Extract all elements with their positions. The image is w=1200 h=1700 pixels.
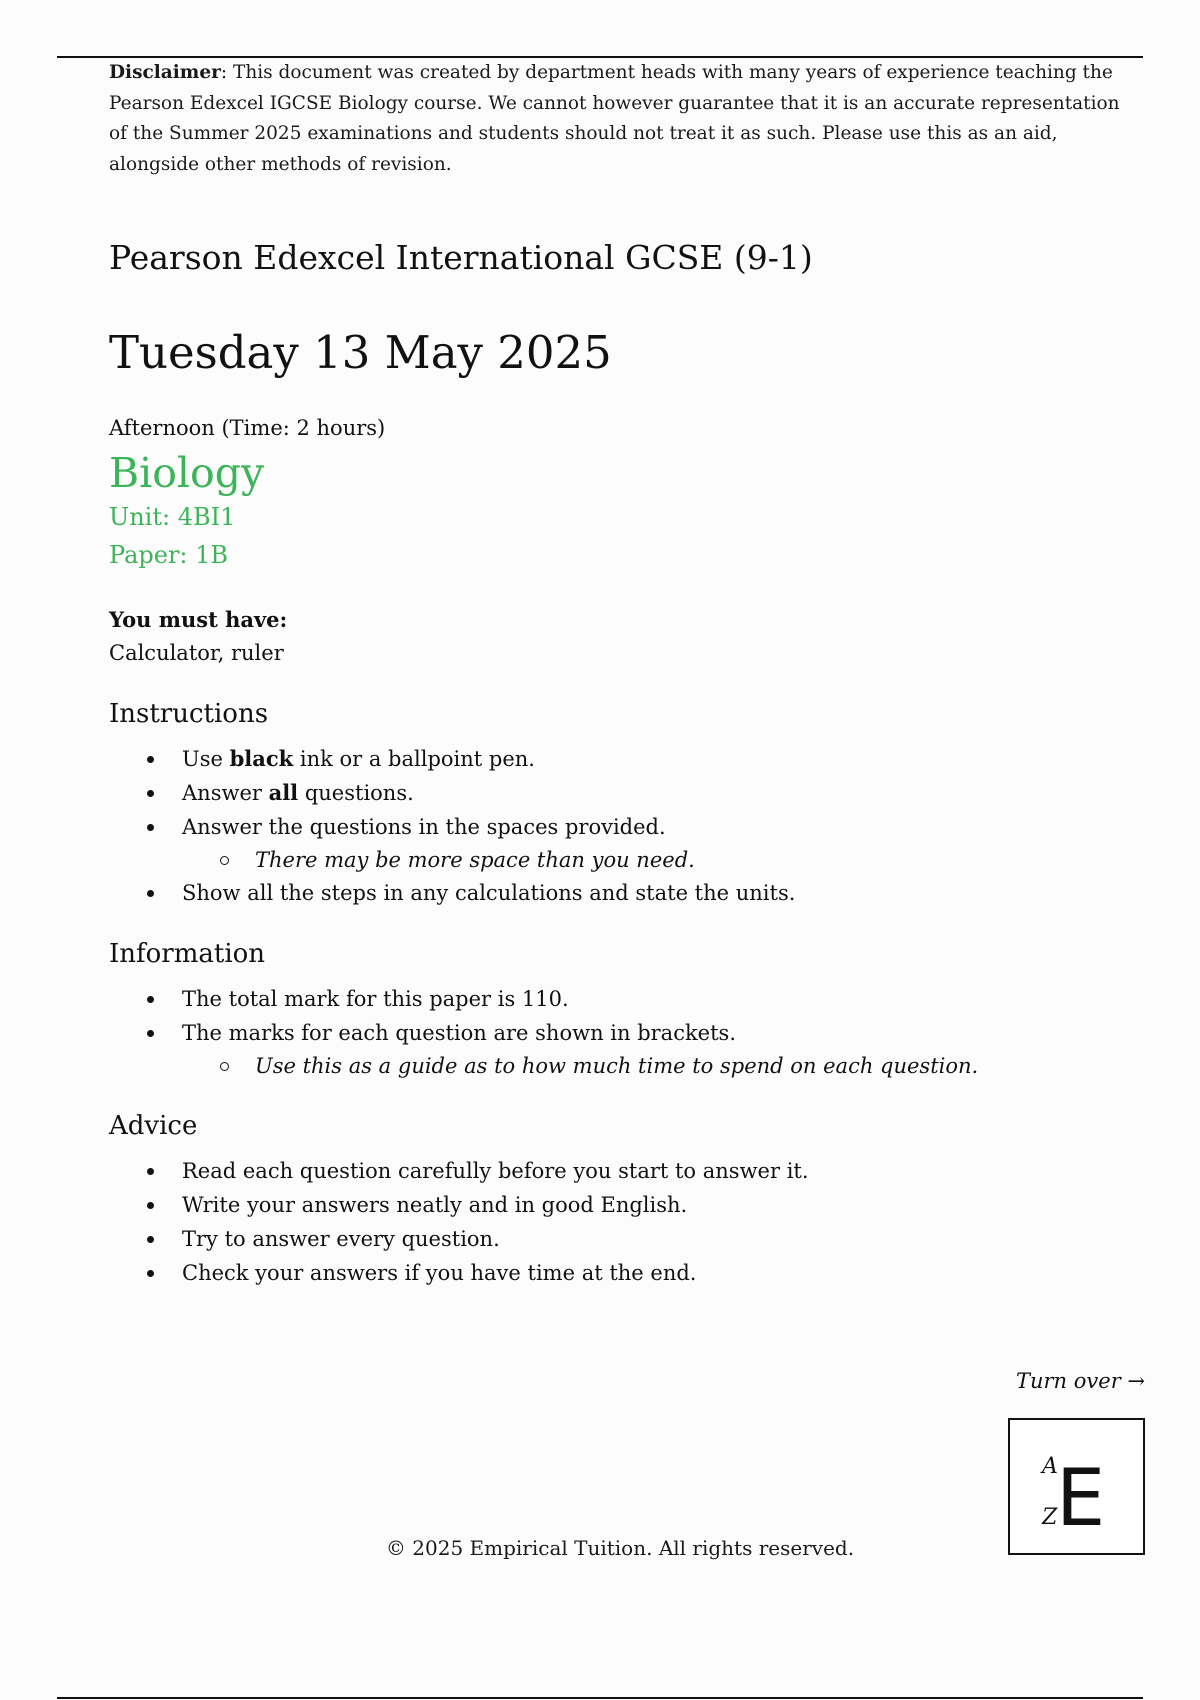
copyright-notice: © 2025 Empirical Tuition. All rights reserved. — [385, 1536, 855, 1560]
information-heading: Information — [109, 939, 266, 969]
requirements-title: You must have: — [109, 607, 288, 632]
subject-title: Biology — [109, 449, 265, 497]
svg-text:E: E — [1056, 1454, 1106, 1544]
disclaimer-label: Disclaimer — [109, 62, 221, 83]
list-item: Show all the steps in any calculations and state the units. — [109, 876, 1125, 910]
disclaimer-text: : This document was created by department heads with many years of experience teaching the Pearson Edexcel IGCSE Biology course. We cannot however guarantee that it is an accurate representation of the Summer 2025 examinations and students should not treat it as such. Please use this as an aid, alongside other methods of revision. — [109, 62, 1120, 175]
emphasis-text: all — [268, 780, 299, 805]
bottom-rule — [57, 1697, 1143, 1699]
exam-date: Tuesday 13 May 2025 — [109, 326, 612, 379]
exam-board-title: Pearson Edexcel International GCSE (9-1) — [109, 238, 813, 277]
instructions-list — [109, 742, 1125, 910]
list-item: The total mark for this paper is 110. — [109, 982, 1125, 1016]
svg-text:Z: Z — [1042, 1505, 1058, 1530]
list-item — [109, 742, 1125, 776]
list-item: The marks for each question are shown in brackets. — [109, 1016, 1125, 1050]
unit-code: Unit: 4BI1 — [109, 503, 236, 531]
list-item-text: Use — [182, 747, 230, 771]
information-list — [109, 982, 1125, 1082]
exam-session: Afternoon (Time: 2 hours) — [109, 416, 386, 440]
paper-code: Paper: 1B — [109, 541, 229, 569]
advice-heading: Advice — [109, 1111, 198, 1141]
list-item-text: questions. — [298, 781, 414, 805]
cover-page-content — [109, 56, 1125, 1290]
list-item-text: Answer — [182, 781, 269, 805]
advice-list — [109, 1154, 1125, 1290]
list-item: Read each question carefully before you start to answer it. — [109, 1154, 1125, 1188]
list-item: Write your answers neatly and in good English. — [109, 1188, 1125, 1222]
list-item — [109, 776, 1125, 810]
list-item-text: ink or a ballpoint pen. — [293, 747, 535, 771]
requirements-value: Calculator, ruler — [109, 641, 284, 665]
turn-over-note: Turn over → — [1015, 1369, 1145, 1393]
list-item: Answer the questions in the spaces provided. — [109, 810, 1125, 844]
disclaimer — [109, 56, 1125, 180]
instructions-heading: Instructions — [109, 699, 269, 729]
list-item: Try to answer every question. — [109, 1222, 1125, 1256]
sub-list-item: Use this as a guide as to how much time to spend on each question. — [109, 1050, 1125, 1082]
sub-list-item: There may be more space than you need. — [109, 844, 1125, 876]
svg-text:A: A — [1042, 1454, 1058, 1479]
list-item: Check your answers if you have time at the end. — [109, 1256, 1125, 1290]
emphasis-text: black — [229, 746, 294, 771]
